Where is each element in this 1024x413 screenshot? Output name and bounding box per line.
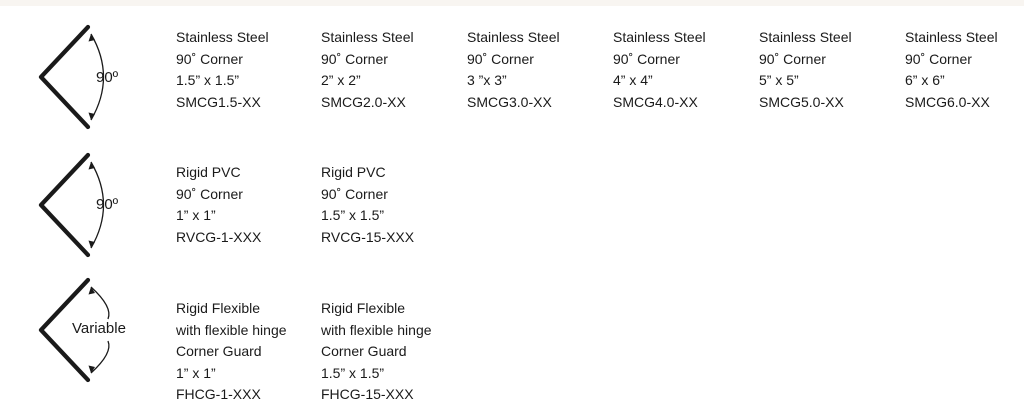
- product-sku: FHCG-1-XXX: [176, 386, 261, 403]
- product-material: Stainless Steel: [905, 29, 998, 45]
- product-flex-1.5: [321, 298, 432, 406]
- product-material: Rigid Flexible: [321, 300, 406, 316]
- product-sku: SMCG2.0-XX: [321, 93, 406, 110]
- product-type: 90˚ Corner: [759, 50, 826, 67]
- corner-90-diagram-icon: [34, 24, 134, 130]
- product-material: Stainless Steel: [613, 29, 706, 45]
- product-type: 90˚ Corner: [321, 50, 388, 67]
- top-band: [0, 0, 1024, 6]
- angle-label: Variable: [72, 320, 126, 337]
- product-stainless-1.5: [176, 27, 269, 113]
- product-type: 90˚ Corner: [467, 50, 534, 67]
- product-size: 1” x 1”: [176, 364, 216, 381]
- product-hinge: with flexible hinge: [176, 321, 287, 338]
- product-sku: FHCG-15-XXX: [321, 386, 414, 403]
- product-size: 5” x 5”: [759, 72, 799, 89]
- product-size: 6” x 6”: [905, 72, 945, 89]
- product-size: 1.5” x 1.5”: [321, 207, 385, 224]
- product-material: Stainless Steel: [467, 29, 560, 45]
- corner-angle-icon: [34, 152, 134, 258]
- product-type: 90˚ Corner: [613, 50, 680, 67]
- product-material: Rigid PVC: [176, 164, 241, 180]
- product-material: Rigid Flexible: [176, 300, 261, 316]
- product-type: 90˚ Corner: [176, 185, 243, 202]
- product-material: Stainless Steel: [759, 29, 852, 45]
- product-sku: SMCG6.0-XX: [905, 93, 990, 110]
- corner-variable-diagram-icon: [34, 277, 134, 383]
- product-pvc-1: [176, 162, 261, 248]
- product-size: 2” x 2”: [321, 72, 361, 89]
- product-stainless-3: [467, 27, 560, 113]
- product-stainless-4: [613, 27, 706, 113]
- product-type: 90˚ Corner: [176, 50, 243, 67]
- product-size: 4” x 4”: [613, 72, 653, 89]
- product-type: Corner Guard: [176, 343, 262, 360]
- product-sku: SMCG4.0-XX: [613, 93, 698, 110]
- product-type: 90˚ Corner: [905, 50, 972, 67]
- product-pvc-1.5: [321, 162, 414, 248]
- product-flex-1: [176, 298, 287, 406]
- corner-90-diagram-icon: [34, 152, 134, 258]
- angle-label: 90º: [96, 69, 119, 86]
- product-hinge: with flexible hinge: [321, 321, 432, 338]
- product-sku: RVCG-15-XXX: [321, 228, 415, 245]
- product-sku: SMCG5.0-XX: [759, 93, 844, 110]
- product-stainless-5: [759, 27, 852, 113]
- product-size: 1.5” x 1.5”: [176, 72, 240, 89]
- product-stainless-2: [321, 27, 414, 113]
- corner-angle-icon: [34, 24, 134, 130]
- product-size: 1.5” x 1.5”: [321, 364, 385, 381]
- product-sku: SMCG3.0-XX: [467, 93, 552, 110]
- product-stainless-6: [905, 27, 998, 113]
- product-sku: SMCG1.5-XX: [176, 93, 261, 110]
- product-sku: RVCG-1-XXX: [176, 228, 262, 245]
- angle-label: 90º: [96, 196, 119, 213]
- product-material: Stainless Steel: [321, 29, 414, 45]
- product-material: Rigid PVC: [321, 164, 386, 180]
- product-type: Corner Guard: [321, 343, 407, 360]
- product-material: Stainless Steel: [176, 29, 269, 45]
- product-size: 3 ”x 3”: [467, 72, 507, 89]
- product-size: 1” x 1”: [176, 207, 216, 224]
- product-type: 90˚ Corner: [321, 185, 388, 202]
